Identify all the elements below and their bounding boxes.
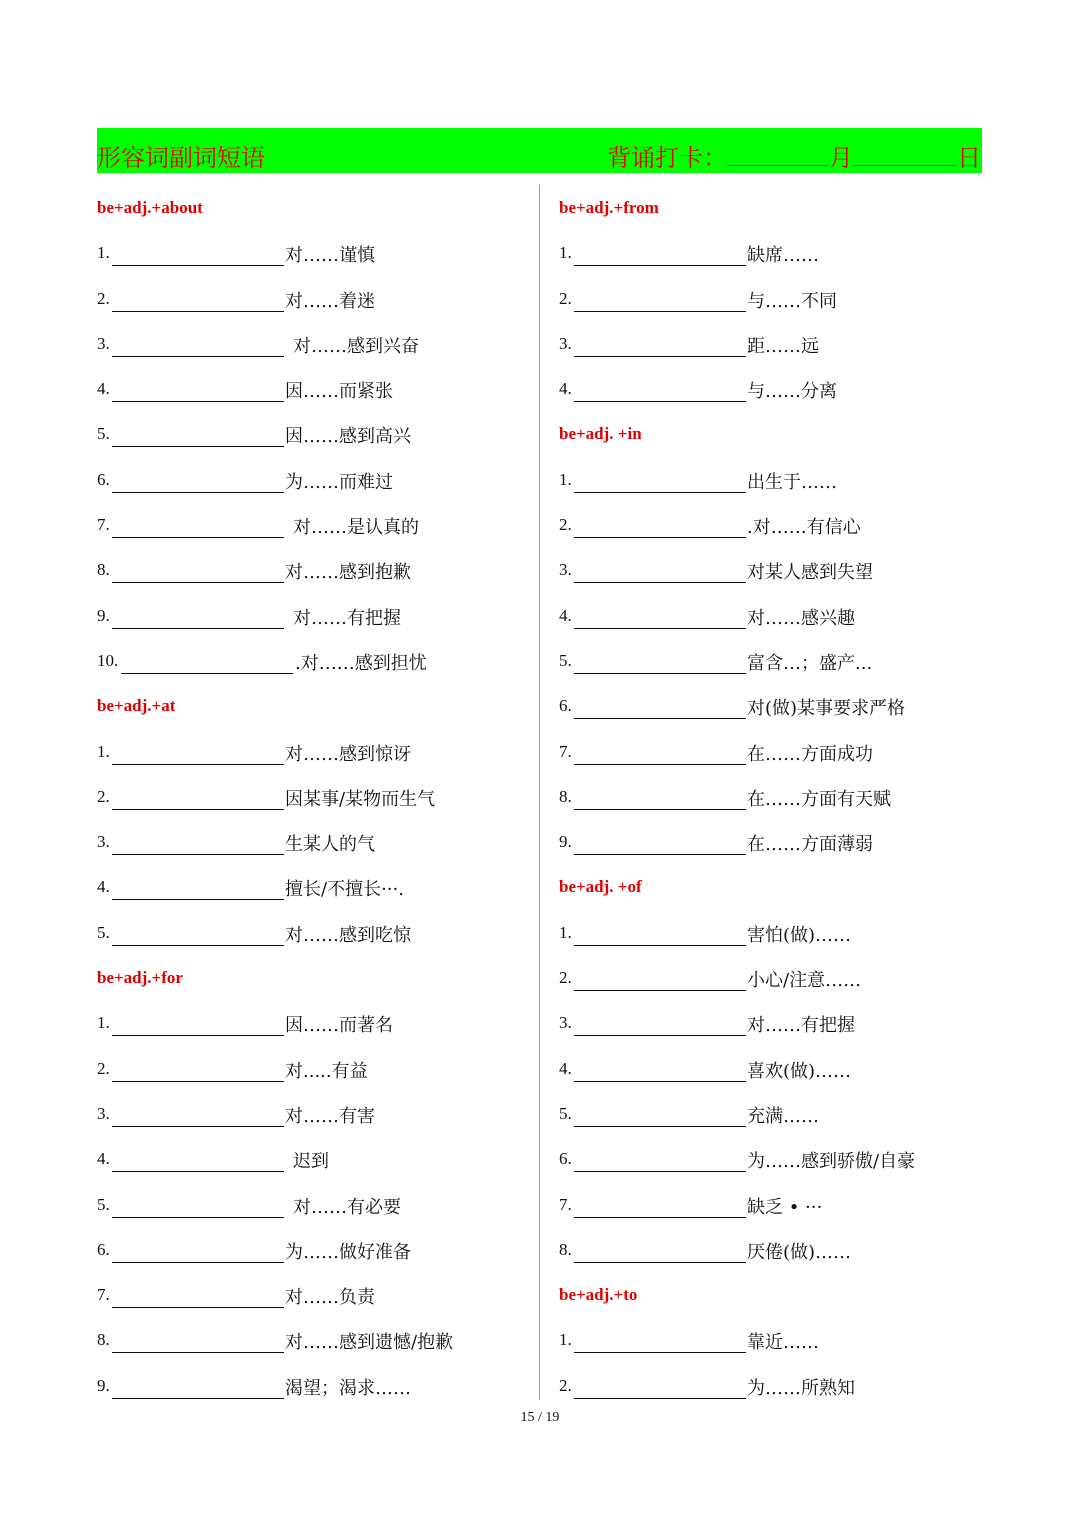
item-number: 1.	[559, 243, 572, 263]
item-meaning: 富含…；盛产...	[747, 652, 873, 674]
section-heading: be+adj.+to	[559, 1285, 638, 1305]
item-number: 6.	[97, 469, 110, 489]
answer-blank[interactable]	[574, 764, 746, 765]
item-number: 2.	[559, 288, 572, 308]
answer-blank[interactable]	[112, 1171, 284, 1172]
answer-blank[interactable]	[112, 1217, 284, 1218]
item-meaning: .对……有信心	[747, 517, 861, 539]
answer-blank[interactable]	[112, 1035, 284, 1036]
item-meaning: 与……分离	[747, 381, 837, 403]
phrase-item	[559, 1096, 989, 1141]
item-meaning: 厌倦(做)……	[747, 1241, 852, 1263]
answer-blank[interactable]	[574, 1081, 746, 1082]
answer-blank[interactable]	[574, 311, 746, 312]
item-meaning: 渴望；渴求……	[285, 1377, 411, 1399]
column-divider	[539, 185, 540, 1400]
item-number: 9.	[559, 832, 572, 852]
item-meaning: 对……感到抱歉	[285, 562, 411, 584]
answer-blank[interactable]	[112, 311, 284, 312]
checkin-label-group	[607, 138, 981, 173]
day-blank[interactable]	[853, 143, 957, 166]
answer-blank[interactable]	[574, 401, 746, 402]
phrase-item	[97, 1368, 527, 1413]
item-meaning: 充满……	[747, 1105, 819, 1127]
item-number: 2.	[97, 786, 110, 806]
answer-blank[interactable]	[574, 1217, 746, 1218]
section-heading-row	[97, 960, 527, 1005]
phrase-item	[559, 915, 989, 960]
answer-blank[interactable]	[112, 492, 284, 493]
item-number: 4.	[97, 379, 110, 399]
answer-blank[interactable]	[112, 809, 284, 810]
item-meaning: 在……方面薄弱	[747, 834, 873, 856]
answer-blank[interactable]	[112, 446, 284, 447]
phrase-item	[559, 1368, 989, 1413]
item-number: 5.	[97, 424, 110, 444]
item-number: 3.	[559, 1013, 572, 1033]
item-number: 3.	[97, 832, 110, 852]
phrase-item	[559, 688, 989, 733]
item-number: 8.	[97, 560, 110, 580]
answer-blank[interactable]	[574, 356, 746, 357]
item-meaning: 缺乏 • ···	[747, 1196, 823, 1218]
item-meaning: 对……有害	[285, 1105, 375, 1127]
phrase-item	[97, 507, 527, 552]
item-meaning: 为……而难过	[285, 471, 393, 493]
section-heading-row	[559, 190, 989, 235]
answer-blank[interactable]	[574, 1262, 746, 1263]
answer-blank[interactable]	[112, 401, 284, 402]
phrase-item	[97, 779, 527, 824]
phrase-item	[559, 552, 989, 597]
item-number: 1.	[97, 243, 110, 263]
item-meaning: 对.....有益	[285, 1060, 368, 1082]
item-meaning: 对……着迷	[285, 290, 375, 312]
answer-blank[interactable]	[112, 1262, 284, 1263]
item-meaning: 因……而紧张	[285, 381, 393, 403]
item-meaning: 与……不同	[747, 290, 837, 312]
phrase-item	[97, 598, 527, 643]
section-heading-row	[97, 190, 527, 235]
answer-blank[interactable]	[112, 537, 284, 538]
phrase-item	[559, 1051, 989, 1096]
item-meaning: .对……感到担忧	[295, 652, 427, 674]
answer-blank[interactable]	[574, 990, 746, 991]
item-meaning: 迟到	[293, 1151, 329, 1173]
section-heading: be+adj.+for	[97, 968, 183, 988]
phrase-item	[97, 235, 527, 280]
item-number: 5.	[559, 1103, 572, 1123]
phrase-item	[559, 960, 989, 1005]
phrase-item	[97, 1051, 527, 1096]
answer-blank[interactable]	[112, 1081, 284, 1082]
item-number: 7.	[97, 1285, 110, 1305]
answer-blank[interactable]	[574, 1035, 746, 1036]
item-number: 9.	[97, 605, 110, 625]
answer-blank[interactable]	[112, 899, 284, 900]
phrase-item	[559, 643, 989, 688]
item-number: 1.	[559, 922, 572, 942]
item-number: 3.	[559, 560, 572, 580]
item-meaning: 缺席……	[747, 245, 819, 267]
answer-blank[interactable]	[112, 764, 284, 765]
phrase-item	[559, 779, 989, 824]
phrase-item	[97, 462, 527, 507]
item-meaning: 距……远	[747, 335, 819, 357]
answer-blank[interactable]	[574, 718, 746, 719]
item-number: 3.	[97, 1103, 110, 1123]
item-number: 3.	[97, 333, 110, 353]
item-meaning: 害怕(做)……	[747, 924, 852, 946]
item-meaning: 对……有把握	[747, 1015, 855, 1037]
item-meaning: 为……做好准备	[285, 1241, 411, 1263]
answer-blank[interactable]	[574, 628, 746, 629]
answer-blank[interactable]	[574, 492, 746, 493]
phrase-item	[559, 507, 989, 552]
checkin-label: 背诵打卡：	[607, 144, 727, 172]
answer-blank[interactable]	[112, 1126, 284, 1127]
item-number: 8.	[559, 786, 572, 806]
item-meaning: 靠近……	[747, 1332, 819, 1354]
month-label: 月	[829, 144, 853, 172]
item-meaning: 因……而著名	[285, 1015, 393, 1037]
answer-blank[interactable]	[574, 582, 746, 583]
answer-blank[interactable]	[112, 1352, 284, 1353]
item-number: 6.	[559, 1149, 572, 1169]
item-number: 2.	[97, 1058, 110, 1078]
section-heading: be+adj.+about	[97, 198, 203, 217]
answer-blank[interactable]	[112, 1398, 284, 1399]
title-banner	[97, 128, 982, 173]
item-meaning: 因某事/某物而生气	[285, 788, 436, 810]
phrase-item	[559, 734, 989, 779]
item-number: 4.	[559, 379, 572, 399]
item-meaning: 小心/注意……	[747, 970, 862, 992]
item-meaning: 对某人感到失望	[747, 562, 873, 584]
section-heading-row	[559, 416, 989, 461]
item-meaning: 对……有把握	[293, 607, 401, 629]
item-meaning: 在……方面有天赋	[747, 788, 891, 810]
phrase-item	[97, 869, 527, 914]
phrase-item	[97, 326, 527, 371]
month-blank[interactable]	[727, 143, 829, 166]
answer-blank[interactable]	[574, 1352, 746, 1353]
day-label: 日	[957, 144, 981, 172]
phrase-item	[559, 326, 989, 371]
answer-blank[interactable]	[112, 356, 284, 357]
answer-blank[interactable]	[574, 673, 746, 674]
phrase-item	[559, 462, 989, 507]
answer-blank[interactable]	[574, 809, 746, 810]
item-number: 8.	[97, 1330, 110, 1350]
item-meaning: 为……感到骄傲/自豪	[747, 1151, 916, 1173]
item-meaning: 对(做)某事要求严格	[747, 698, 906, 720]
item-number: 1.	[97, 1013, 110, 1033]
item-number: 5.	[559, 650, 572, 670]
page-title: 形容词副词短语	[97, 144, 265, 172]
item-number: 9.	[97, 1375, 110, 1395]
item-meaning: 在……方面成功	[747, 743, 873, 765]
phrase-item	[97, 281, 527, 326]
item-number: 1.	[559, 1330, 572, 1350]
phrase-item	[97, 734, 527, 779]
item-number: 2.	[559, 1375, 572, 1395]
item-number: 8.	[559, 1239, 572, 1259]
phrase-item	[559, 281, 989, 326]
phrase-item	[97, 1141, 527, 1186]
item-meaning: 对……负责	[285, 1287, 375, 1309]
item-number: 6.	[559, 696, 572, 716]
item-number: 5.	[97, 1194, 110, 1214]
item-number: 5.	[97, 922, 110, 942]
item-meaning: 喜欢(做)……	[747, 1060, 852, 1082]
left-column	[97, 190, 527, 1413]
item-number: 2.	[559, 515, 572, 535]
item-meaning: 对……有必要	[293, 1196, 401, 1218]
item-number: 2.	[559, 968, 572, 988]
item-meaning: 为……所熟知	[747, 1377, 855, 1399]
section-heading-row	[97, 688, 527, 733]
phrase-item	[559, 1005, 989, 1050]
section-heading-row	[559, 869, 989, 914]
item-number: 2.	[97, 288, 110, 308]
phrase-item	[559, 1232, 989, 1277]
phrase-item	[97, 371, 527, 416]
item-meaning: 对……感到惊讶	[285, 743, 411, 765]
item-meaning: 生某人的气	[285, 834, 375, 856]
answer-blank[interactable]	[574, 854, 746, 855]
answer-blank[interactable]	[574, 945, 746, 946]
right-column	[559, 190, 989, 1413]
phrase-item	[97, 1005, 527, 1050]
item-number: 6.	[97, 1239, 110, 1259]
phrase-item	[559, 1141, 989, 1186]
answer-blank[interactable]	[574, 537, 746, 538]
phrase-item	[559, 371, 989, 416]
answer-blank[interactable]	[112, 1307, 284, 1308]
phrase-item	[97, 915, 527, 960]
phrase-item	[559, 235, 989, 280]
phrase-item	[97, 1277, 527, 1322]
phrase-item	[559, 1187, 989, 1232]
item-number: 7.	[97, 515, 110, 535]
phrase-item	[97, 1232, 527, 1277]
phrase-item	[97, 643, 527, 688]
answer-blank[interactable]	[112, 265, 284, 266]
item-number: 4.	[97, 1149, 110, 1169]
item-number: 4.	[559, 1058, 572, 1078]
item-meaning: 对……谨慎	[285, 245, 375, 267]
answer-blank[interactable]	[121, 673, 293, 674]
item-number: 4.	[559, 605, 572, 625]
item-meaning: 对……感到吃惊	[285, 924, 411, 946]
phrase-item	[97, 1187, 527, 1232]
item-meaning: 出生于……	[747, 471, 837, 493]
section-heading: be+adj. +in	[559, 424, 642, 444]
answer-blank[interactable]	[112, 582, 284, 583]
section-heading: be+adj.+from	[559, 198, 659, 217]
item-meaning: 对……感兴趣	[747, 607, 855, 629]
item-number: 7.	[559, 741, 572, 761]
phrase-item	[97, 1096, 527, 1141]
phrase-item	[97, 824, 527, 869]
phrase-item	[559, 598, 989, 643]
phrase-item	[97, 416, 527, 461]
answer-blank[interactable]	[574, 1126, 746, 1127]
item-meaning: 对……感到兴奋	[293, 335, 419, 357]
item-meaning: 对……是认真的	[293, 517, 419, 539]
phrase-item	[97, 1322, 527, 1367]
answer-blank[interactable]	[574, 265, 746, 266]
answer-blank[interactable]	[112, 628, 284, 629]
item-number: 10.	[97, 650, 119, 670]
section-heading: be+adj. +of	[559, 877, 642, 897]
section-heading-row	[559, 1277, 989, 1322]
answer-blank[interactable]	[112, 945, 284, 946]
answer-blank[interactable]	[574, 1171, 746, 1172]
item-number: 4.	[97, 877, 110, 897]
phrase-item	[97, 552, 527, 597]
phrase-item	[559, 1322, 989, 1367]
item-meaning: 对……感到遗憾/抱歉	[285, 1332, 454, 1354]
page-number: 15 / 19	[520, 1410, 560, 1425]
item-number: 7.	[559, 1194, 572, 1214]
answer-blank[interactable]	[574, 1398, 746, 1399]
section-heading: be+adj.+at	[97, 696, 176, 716]
item-meaning: 因……感到高兴	[285, 426, 411, 448]
answer-blank[interactable]	[112, 854, 284, 855]
item-meaning: 擅长/不擅长···.	[285, 879, 404, 901]
phrase-item	[559, 824, 989, 869]
item-number: 1.	[97, 741, 110, 761]
item-number: 1.	[559, 469, 572, 489]
item-number: 3.	[559, 333, 572, 353]
